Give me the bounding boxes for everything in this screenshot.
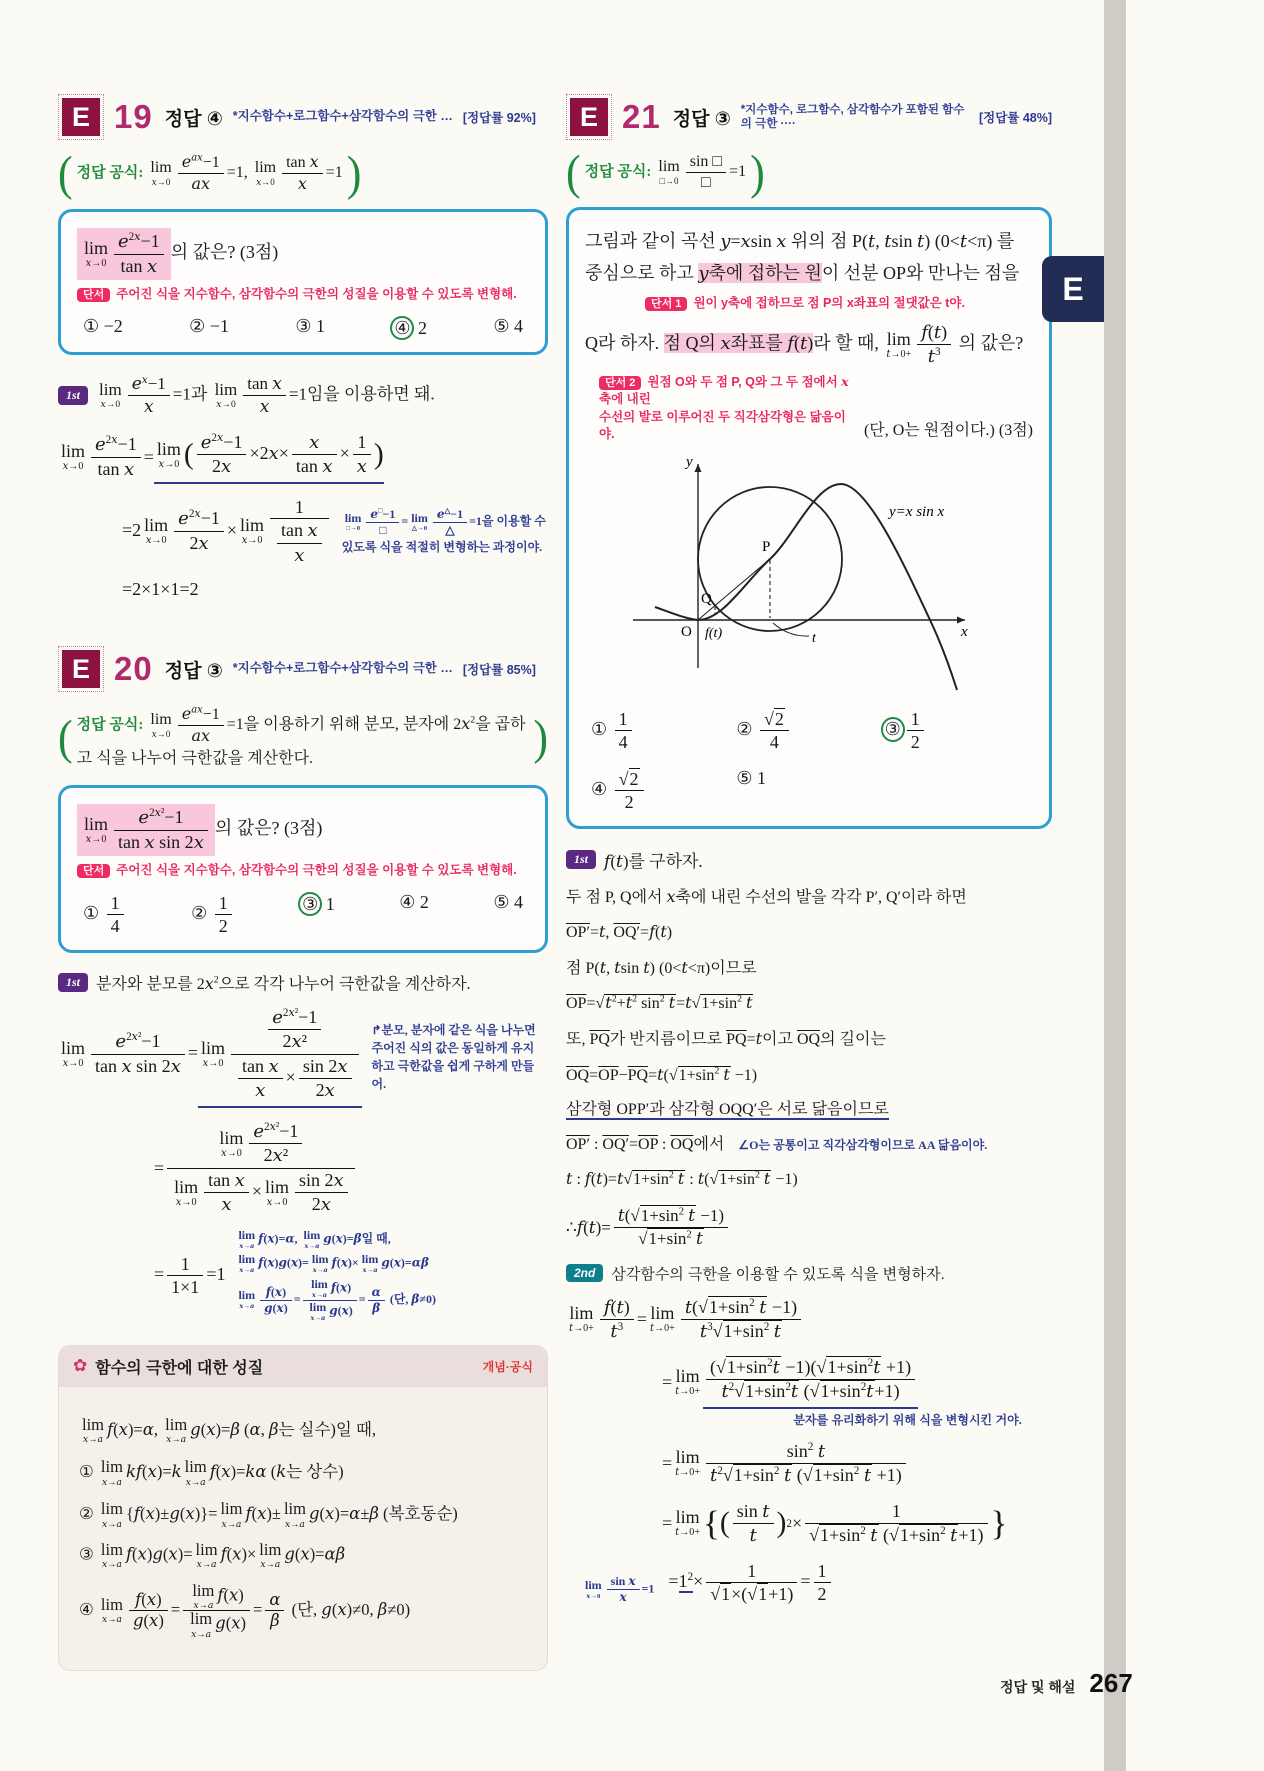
- margin-note: lim □→0 e□−1 □ = lim △→0 e△−1 △ =1을 이용할 수 있도록 식을 적절히 변형하는 과정이야.: [341, 506, 546, 555]
- e19-answer-rate: [정답률 92%]: [462, 111, 536, 125]
- hint1-badge: 단서 1: [645, 297, 687, 311]
- e21-hint1-text: 원이 y축에 접하므로 점 P의 x좌표의 절댓값은 t야.: [693, 296, 965, 311]
- e19-topic: *지수함수+로그함수+삼각함수의 극한 …: [232, 109, 453, 124]
- margin-note: [235, 1229, 436, 1323]
- math-expression: OP′ : $OQ'=\overline{OP}$ : $\overline{OQ}$에서: [566, 1135, 725, 1153]
- hint-badge: 단서: [77, 288, 110, 302]
- t-label: t: [812, 630, 816, 646]
- choice-1: ① $\frac{1}{4}$: [83, 892, 127, 938]
- e20-hint-text: 주어진 식을 지수함수, 삼각함수의 극한의 성질을 이용할 수 있도록 변형해.: [116, 863, 517, 878]
- e21-hint2-text: 원점 O와 두 점 P, Q와 그 두 점에서 x축에 내린 수선의 발로 이루어진 두 직각삼각형은 닮음이야.: [599, 373, 849, 442]
- choice-2: ② −1: [189, 315, 229, 336]
- x-axis-arrow: [957, 616, 965, 623]
- e21-hint2-row: [585, 369, 1033, 444]
- e20-answer-rate: [정답률 85%]: [462, 663, 536, 678]
- e21-answer-label: 정답 ③: [672, 108, 731, 130]
- margin-note: lim x→0 $\frac{\text{sin x}}{x}$ =1: [585, 1574, 655, 1605]
- e21-answer-formula: [566, 145, 1052, 200]
- choice-2: ② $\frac{1}{2}$: [191, 892, 235, 938]
- math-line: = lim t→0+ $\frac{\sin^2 t}{t^2√1+\sin^2 t (√1+\sin^2 t +1)}$: [662, 1440, 1052, 1488]
- right-column: [566, 94, 1052, 1618]
- choice-2: ② $\frac{√2}{4}$: [736, 708, 881, 754]
- left-paren: (: [58, 146, 73, 201]
- ft-label: f(t): [705, 625, 723, 641]
- e21-choices: [585, 704, 1033, 816]
- solution-step: [566, 1263, 1052, 1284]
- concept-box: [58, 1345, 548, 1671]
- chapter-side-tab: E: [1042, 256, 1104, 322]
- page-footer: [1000, 1668, 1133, 1699]
- e20-series-badge: E: [62, 650, 100, 688]
- concept-box-header: [59, 1346, 547, 1387]
- math-line: [122, 496, 548, 568]
- right-paren: ): [750, 145, 765, 200]
- e20-answer-label: 정답 ③: [164, 660, 223, 682]
- solution-line: OP′=t, OQ′=f(t): [566, 922, 673, 942]
- choice-4: ④ 2: [399, 891, 429, 912]
- step1-text: 분자와 분모를 $2x^2$으로 각각 나누어 극한값을 계산하자.: [96, 973, 471, 993]
- step1-badge: 1st: [566, 850, 596, 869]
- concept-tag: 개념·공식: [482, 1359, 533, 1374]
- e19-formula: lim x→0 $e^{ax}-1$ ax =1, lim x→0 $\frac{\text{tan x}}{x}$ =1: [150, 152, 343, 193]
- step1-text: lim x→0 $\frac{e^x-1}{x}$ =1과 lim x→0 $\frac{\text{tan x}}{x}$ =1임을 이용하면 돼.: [99, 373, 435, 418]
- solution-line: $\overline{OQ}=\overline{OP}-\overline{PQ}=t(√1+\sin^2$ t −1): [566, 1064, 758, 1084]
- e19-header: [58, 94, 548, 140]
- hint2-badge: 단서 2: [599, 376, 641, 390]
- choice-3-marked: ③ $\frac{1}{2}$: [882, 708, 1027, 754]
- math-expression: $=1^2\times$ $\frac{1}{√1\times(√1+1)}$ = $\frac{1}{2}$: [668, 1560, 833, 1606]
- math-line: [154, 1229, 548, 1323]
- y-axis-arrow: [695, 464, 702, 472]
- e21-hint2: [599, 373, 856, 444]
- solution-line: 점 P(t, tsin t) (0<t<π)이므로: [566, 957, 757, 977]
- e20-hint: [77, 862, 529, 880]
- point-q-label: Q: [701, 590, 712, 607]
- step1-badge: 1st: [58, 973, 88, 992]
- e19-answer-formula: [58, 146, 548, 201]
- e21-formula: lim □→0 sin □ □ =1: [658, 153, 747, 191]
- solution-line: [566, 1132, 1052, 1158]
- math-line: =2×1×1=2: [122, 579, 199, 600]
- right-paren: ): [533, 710, 548, 765]
- margin-note: ↱분모, 분자에 같은 식을 나누면 주어진 식의 값은 동일하게 유지하고 극한값을 쉽게 구하게 만들어.: [371, 1022, 536, 1091]
- e21-condition: (단, O는 원점이다.) (3점): [863, 421, 1033, 439]
- note-line: lim x→a $\frac{f(x)}{g(x)}$ = lim x→a f(x) lim x→a g(x) = $\frac{\alpha}{\beta}$ (단, β≠0): [238, 1277, 436, 1322]
- e21-series-badge: E: [570, 98, 608, 136]
- concept-title: 함수의 극한에 대한 성질: [95, 1359, 264, 1377]
- choice-3: ③ 1: [295, 315, 325, 336]
- concept-line: ① lim x→a kf(x)=k lim x→a f(x)=kα (k는 상수): [79, 1457, 344, 1488]
- e19-hint: [77, 286, 529, 304]
- curve-label: y=x sin x: [889, 503, 945, 520]
- e21-header: [566, 94, 1052, 140]
- e20-formula: lim x→0 $e^{ax}-1$ ax =1을 이용하기 위해 분모, 분자에 $2x^2$을 곱하고 식을 나누어 극한값을 계산한다.: [76, 704, 526, 768]
- e20-formula-label: 정답 공식:: [76, 717, 144, 734]
- e20-problem-number: 20: [114, 650, 153, 688]
- margin-note: 분자를 유리화하기 위해 식을 변형시킨 거야.: [793, 1412, 1022, 1427]
- e21-series-badge-frame: [566, 94, 612, 140]
- choice-4: ④ $\frac{√2}{2}$: [591, 768, 736, 814]
- point-p-label: P: [762, 538, 771, 555]
- note-line: lim x→a f(x)=α, lim x→a g(x)=β일 때,: [238, 1227, 391, 1250]
- problem-e21: [566, 94, 1052, 1606]
- solution-line: ∴ f ( t )= $t(√1+\sin^2$ t −1) $√1+\sin^2$ t: [566, 1205, 1052, 1251]
- math-line: = lim t→0+ { ( sin t t ) 2 × 1 $√1+\sin^2$ t ($√1+\sin^2$ t+1) }: [662, 1500, 1008, 1547]
- concept-line: lim x→a f(x)=α, lim x→a g(x)=β (α, β는 실수)일 때,: [82, 1414, 377, 1446]
- e19-question: lim x→0 $\frac{e^{2x}-1}{\text{tan x}}$ 의 값은? (3점): [77, 228, 529, 280]
- page-number: 267: [1089, 1668, 1133, 1698]
- step2-text: 삼각함수의 극한을 이용할 수 있도록 식을 변형하자.: [611, 1265, 945, 1283]
- solution-line: 삼각형 OPP′과 삼각형 OQQ′은 서로 닮음이므로: [566, 1101, 889, 1119]
- step1-badge: 1st: [58, 386, 88, 405]
- math-expression: =2 lim x→0 $\frac{e^{2x}-1}{2x}$ × lim x→0 $\frac{1}{\frac{\text{tan x}}{x}}$: [122, 496, 332, 568]
- math-line: lim t→0+ $\frac{f(t)}{t^3}$ = lim t→0+ $\frac{t(√1+\sin^2 t -1)}{t^3√1+\sin^2 t}$: [566, 1296, 1052, 1344]
- page-edge-strip: [1104, 0, 1126, 1771]
- margin-note: ∠O는 공통이고 직각삼각형이므로 AA 닮음이야.: [738, 1137, 988, 1152]
- flower-icon: ✿: [73, 1356, 88, 1376]
- choice-4-marked: ④ 2: [391, 316, 427, 341]
- problem-figure-svg: [613, 450, 1005, 702]
- math-line: [662, 1356, 1052, 1428]
- step1-text: f(t)를 구하자.: [604, 851, 703, 872]
- math-expression: = $\frac{1}{1\times 1}$ =1: [154, 1253, 226, 1298]
- concept-line: ② lim x→a {f(x)±g(x)}= lim x→a f(x)± lim x→a g(x)=α±β (복호동순): [79, 1499, 458, 1530]
- segment-op: [698, 559, 770, 620]
- solution-line: $\overline{OP}=√t^2+t^2$ $\sin^2 t=t√1+\sin^2$ t: [566, 993, 753, 1013]
- solution-step: [58, 373, 548, 419]
- right-paren: ): [346, 146, 362, 201]
- choice-5: ⑤ 4: [493, 891, 523, 912]
- e19-answer-label: 정답 ④: [164, 108, 223, 130]
- math-line: lim x→0 $e^{2x}-1$ tan x = lim x→0 ( $\frac{e^{2x}-1}{2x}$ ×2x× $\frac{x}{\text{tan x}}$ × $\frac{1}{x}$ ): [58, 431, 548, 484]
- math-line: [582, 1560, 1052, 1606]
- left-paren: (: [566, 145, 581, 200]
- solution-line: 또, $\overline{PQ}$가 반지름이므로 $\overline{PQ}=t$이고 $\overline{OQ}$의 길이는: [566, 1029, 886, 1049]
- concept-line: ④ lim x→a $\frac{f(x)}{g(x)}$ = lim x→a f(x) lim x→a g(x) = $\frac{\alpha}{\beta}$ (단, g(x)≠0, β≠0): [79, 1580, 411, 1640]
- e21-answer-rate: [정답률 48%]: [978, 111, 1052, 125]
- e19-formula-label: 정답 공식:: [76, 165, 144, 182]
- e21-solution: [566, 847, 1052, 1606]
- solution-line: 두 점 P, Q에서 x축에 내린 수선의 발을 각각 P′, Q′이라 하면: [566, 886, 967, 906]
- math-expression: lim x→0 $\frac{e^{2x^2}-1}{\text{tan x sin 2x}}$ = lim x→0 $\frac{e^{2x^2}-1}{\text{2x²}}$ $\frac{\text{tan x}}{x}$ × $\frac{\sin 2x}{2x}$: [58, 1006, 362, 1108]
- choice-5: ⑤ 1: [736, 767, 766, 788]
- hint-badge: 단서: [77, 864, 110, 878]
- choice-1: ① −2: [83, 315, 123, 336]
- e19-question-box: [58, 209, 548, 355]
- e21-question-p1: 그림과 같이 곡선 y=xsin x 위의 점 P(t, tsin t) (0<t<π) 를 중심으로 하고 y축에 접하는 원이 선분 OP와 만나는 점을: [585, 231, 1020, 284]
- choice-3-marked: ③ 1: [299, 892, 335, 938]
- e20-choices: [77, 888, 529, 940]
- e21-figure: [585, 450, 1033, 702]
- e20-question-box: [58, 785, 548, 953]
- e20-answer-formula: [58, 704, 548, 771]
- e19-series-badge-frame: [58, 94, 104, 140]
- e21-topic: *지수함수, 로그함수, 삼각함수가 포함된 함수의 극한 ····: [740, 103, 965, 130]
- e21-problem-number: 21: [622, 98, 661, 135]
- solution-line: t : $f(t)=t√1+\sin^2$ t : $t(√1+\sin^2$ t −1): [566, 1169, 798, 1189]
- math-line: [58, 1006, 548, 1108]
- solution-step: [566, 847, 1052, 872]
- e19-series-badge: E: [62, 98, 100, 136]
- footer-label: 정답 및 해설: [1000, 1679, 1076, 1695]
- e21-formula-label: 정답 공식:: [584, 164, 652, 181]
- e20-series-badge-frame: [58, 646, 104, 692]
- e21-question-p2: Q라 하자. 점 Q의 x좌표를 f(t)라 할 때, lim t→0+ $\frac{f(t)}{t^3}$ 의 값은?: [585, 321, 1024, 368]
- e19-hint-text: 주어진 식을 지수함수, 삼각함수의 극한의 성질을 이용할 수 있도록 변형해.: [116, 287, 517, 301]
- e19-problem-number: 19: [114, 98, 153, 135]
- e19-choices: [77, 312, 529, 343]
- choice-5: ⑤ 4: [493, 315, 523, 336]
- e21-hint1: [645, 295, 1033, 313]
- origin-label: O: [681, 623, 692, 640]
- left-paren: (: [58, 710, 73, 765]
- step2-badge: 2nd: [566, 1264, 603, 1282]
- choice-1: ① $\frac{1}{4}$: [591, 708, 736, 754]
- note-line: lim x→a f(x)g(x)= lim x→a f(x)× lim x→a g(x)=αβ: [238, 1252, 429, 1275]
- left-column: [58, 94, 548, 1671]
- e20-question: lim x→0 $\frac{e^{2x^2}-1}{\text{tan x sin 2x}}$ 의 값은? (3점): [77, 804, 529, 856]
- concept-box-body: [59, 1387, 547, 1670]
- x-axis-label: x: [961, 623, 968, 640]
- e20-header: [58, 646, 548, 692]
- math-expression: = lim t→0+ $\frac{(√1+\sin^2t -1)(√1+\sin^2t +1)}{t^2√1+\sin^2t (√1+\sin^2t+1)}$: [662, 1356, 1052, 1409]
- math-line: = lim x→0 $\frac{e^{2x^2}-1}{\text{2x²}}$ lim x→0 $\frac{\text{tan x}}{x}$ × lim x→0 $\frac{\sin 2x}{2x}$: [154, 1120, 548, 1217]
- problem-e19: [58, 94, 548, 600]
- e20-topic: *지수함수+로그함수+삼각함수의 극한 …: [232, 661, 453, 676]
- e21-question-box: [566, 207, 1052, 829]
- e19-solution: [58, 373, 548, 600]
- concept-line: ③ lim x→a f(x)g(x)= lim x→a f(x)× lim x→a g(x)=αβ: [79, 1539, 346, 1571]
- e20-solution: [58, 971, 548, 1323]
- problem-e20: [58, 646, 548, 1322]
- t-leader-line: [773, 623, 809, 636]
- y-axis-label: y: [686, 453, 693, 470]
- solution-step: [58, 971, 548, 994]
